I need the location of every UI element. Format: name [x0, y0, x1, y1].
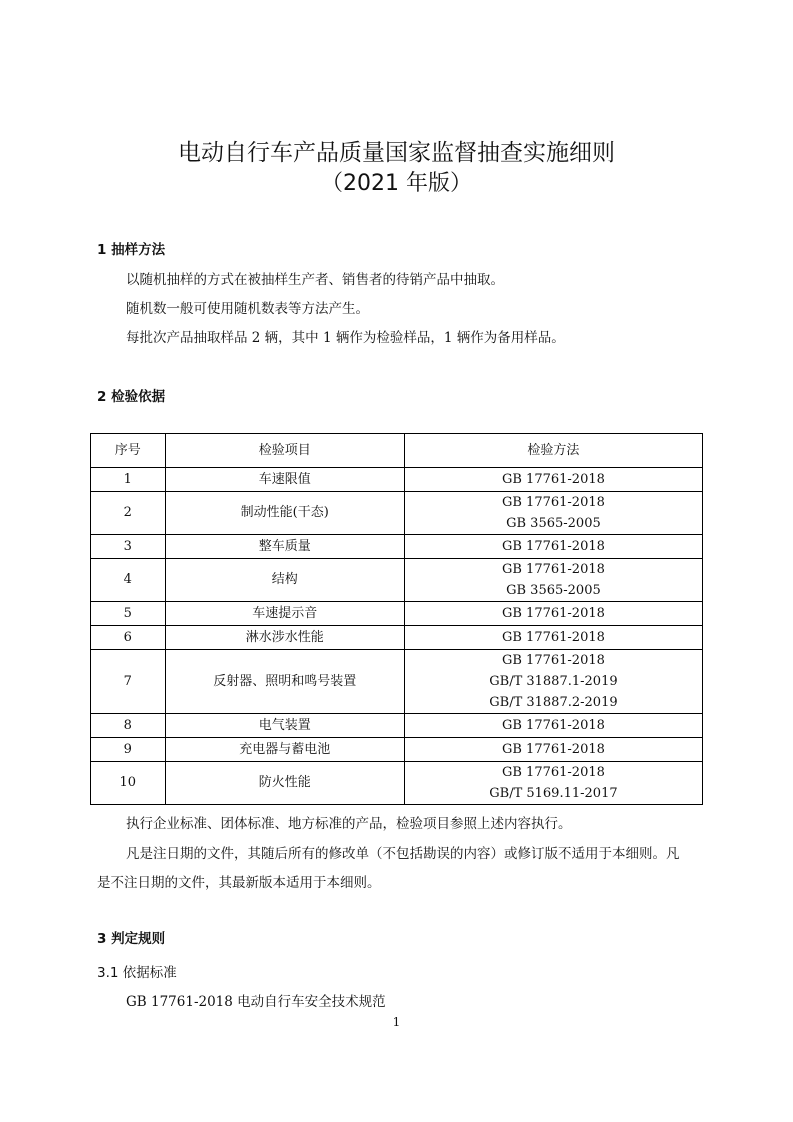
method-standard: GB 17761-2018 — [501, 630, 605, 645]
method-standard: GB 3565-2005 — [506, 583, 601, 598]
table-row — [91, 535, 703, 559]
row-item: 淋水涉水性能 — [165, 626, 404, 650]
table-row — [91, 468, 703, 492]
section3-subheading: 3.1 依据标准 — [97, 965, 177, 981]
table-row — [91, 559, 703, 602]
document-title: 电动自行车产品质量国家监督抽查实施细则 — [178, 140, 615, 166]
method-standard: GB 17761-2018 — [501, 653, 605, 668]
method-standard: GB/T 31887.1-2019 — [489, 674, 618, 689]
document-subtitle: （2021 年版） — [321, 171, 472, 196]
row-no: 7 — [91, 650, 166, 714]
row-item: 制动性能(干态) — [165, 492, 404, 535]
row-item: 防火性能 — [165, 762, 404, 805]
table-header-row — [91, 434, 703, 468]
row-no: 4 — [91, 559, 166, 602]
row-item: 车速限值 — [165, 468, 404, 492]
row-methods — [404, 626, 702, 650]
row-methods — [404, 650, 702, 714]
row-item: 结构 — [165, 559, 404, 602]
row-item: 反射器、照明和鸣号装置 — [165, 650, 404, 714]
row-methods — [404, 714, 702, 738]
row-no: 9 — [91, 738, 166, 762]
header-item: 检验项目 — [165, 434, 404, 468]
method-standard: GB 17761-2018 — [501, 495, 605, 510]
method-standard: GB/T 31887.2-2019 — [489, 695, 618, 710]
row-methods — [404, 468, 702, 492]
row-no: 8 — [91, 714, 166, 738]
section2-note: 执行企业标准、团体标准、地方标准的产品，检验项目参照上述内容执行。 — [126, 816, 572, 832]
section2-note-continued: 是不注日期的文件，其最新版本适用于本细则。 — [97, 875, 381, 891]
section1-paragraph: 每批次产品抽取样品 2 辆，其中 1 辆作为检验样品，1 辆作为备用样品。 — [126, 330, 565, 346]
row-no: 6 — [91, 626, 166, 650]
row-item: 车速提示音 — [165, 602, 404, 626]
method-standard: GB 3565-2005 — [506, 516, 601, 531]
method-standard: GB/T 5169.11-2017 — [489, 786, 618, 801]
table-row — [91, 738, 703, 762]
row-methods — [404, 738, 702, 762]
table-row — [91, 762, 703, 805]
section3-standard: GB 17761-2018 电动自行车安全技术规范 — [126, 994, 386, 1010]
table-body — [91, 468, 703, 805]
row-methods — [404, 535, 702, 559]
section3-heading: 3 判定规则 — [97, 931, 166, 947]
method-standard: GB 17761-2018 — [501, 718, 605, 733]
row-item: 整车质量 — [165, 535, 404, 559]
table-row — [91, 714, 703, 738]
row-no: 1 — [91, 468, 166, 492]
method-standard: GB 17761-2018 — [501, 765, 605, 780]
table-row — [91, 492, 703, 535]
row-methods — [404, 559, 702, 602]
inspection-table — [90, 433, 703, 805]
method-standard: GB 17761-2018 — [501, 606, 605, 621]
row-no: 5 — [91, 602, 166, 626]
method-standard: GB 17761-2018 — [501, 562, 605, 577]
row-item: 充电器与蓄电池 — [165, 738, 404, 762]
method-standard: GB 17761-2018 — [501, 472, 605, 487]
row-no: 2 — [91, 492, 166, 535]
section2-note: 凡是注日期的文件，其随后所有的修改单（不包括勘误的内容）或修订版不适用于本细则。凡 — [126, 846, 680, 862]
row-item: 电气装置 — [165, 714, 404, 738]
header-no: 序号 — [91, 434, 166, 468]
section1-paragraph: 随机数一般可使用随机数表等方法产生。 — [126, 301, 369, 317]
row-methods — [404, 492, 702, 535]
row-methods — [404, 602, 702, 626]
row-no: 10 — [91, 762, 166, 805]
section1-paragraph: 以随机抽样的方式在被抽样生产者、销售者的待销产品中抽取。 — [126, 272, 504, 288]
header-method: 检验方法 — [404, 434, 702, 468]
page-number: 1 — [392, 1015, 401, 1029]
row-no: 3 — [91, 535, 166, 559]
table-row — [91, 650, 703, 714]
table-row — [91, 602, 703, 626]
method-standard: GB 17761-2018 — [501, 742, 605, 757]
table-row — [91, 626, 703, 650]
method-standard: GB 17761-2018 — [501, 539, 605, 554]
section2-heading: 2 检验依据 — [97, 389, 166, 405]
section1-heading: 1 抽样方法 — [97, 242, 166, 258]
row-methods — [404, 762, 702, 805]
